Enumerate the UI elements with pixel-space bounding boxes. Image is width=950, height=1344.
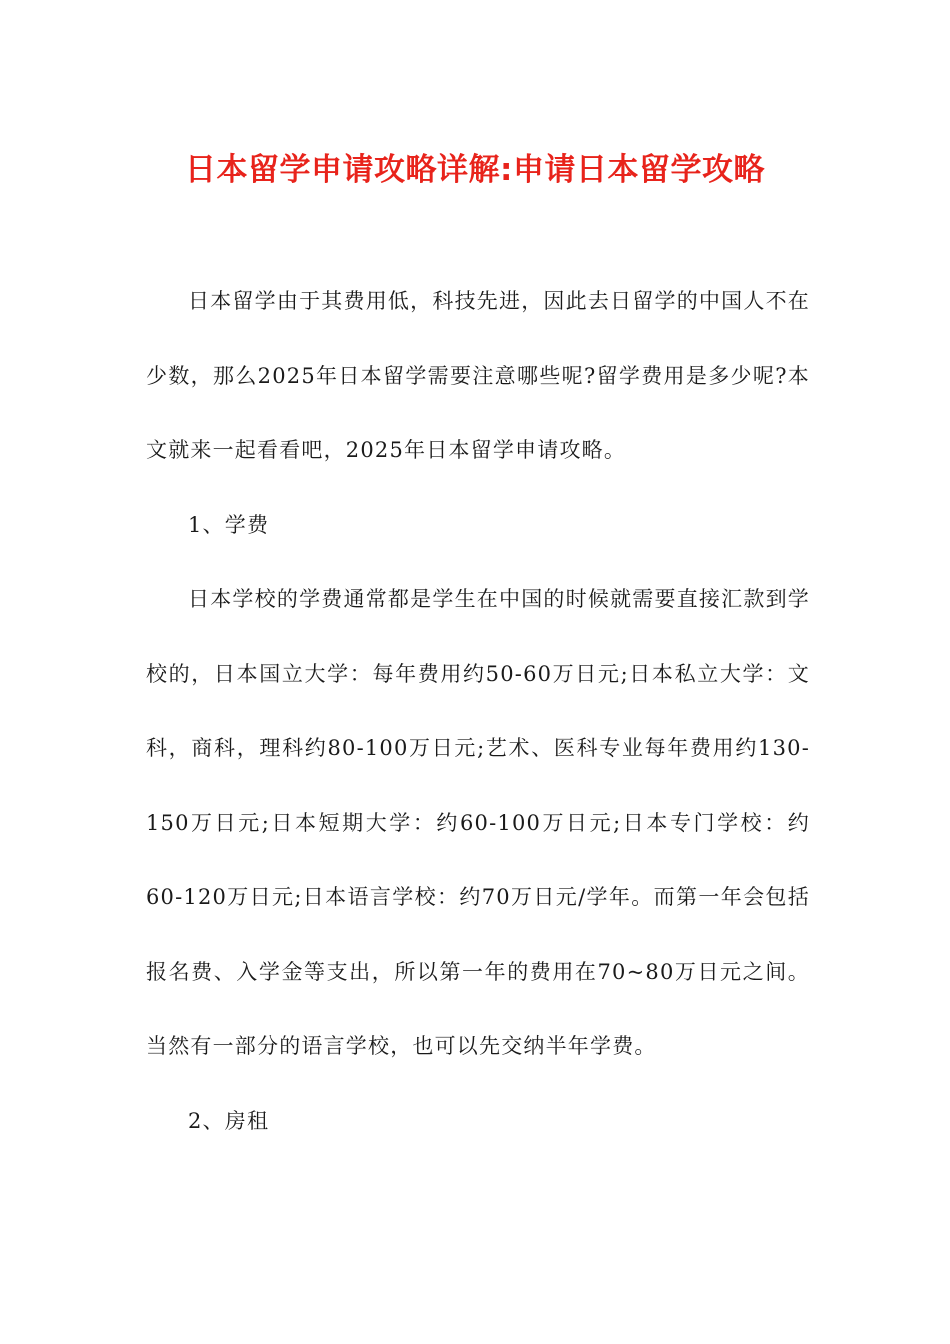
section-heading-tuition: 1、学费 bbox=[188, 512, 270, 537]
paragraph-intro: 日本留学由于其费用低，科技先进，因此去日留学的中国人不在少数，那么2025年日本留学需要注意哪些呢?留学费用是多少呢?本文就来一起看看吧，2025年日本留学申请攻略。 bbox=[146, 289, 810, 462]
paragraph-tuition: 日本学校的学费通常都是学生在中国的时候就需要直接汇款到学校的，日本国立大学：每年费用约50-60万日元;日本私立大学：文科，商科，理科约80-100万日元;艺术、医科专业每年费用约130-150万日元;日本短期大学：约60-100万日元;日本专门学校：约60-120万日元;日本语言学校：约70万日元/学年。而第一年会包括报名费、入学金等支出，所以第一年的费用在70~80万日元之间。当然有一部分的语言学校，也可以先交纳半年学费。 bbox=[146, 587, 810, 1058]
section-heading-rent: 2、房租 bbox=[188, 1108, 270, 1133]
document-body bbox=[146, 264, 810, 1158]
document-title: 日本留学申请攻略详解:申请日本留学攻略 bbox=[185, 152, 765, 188]
